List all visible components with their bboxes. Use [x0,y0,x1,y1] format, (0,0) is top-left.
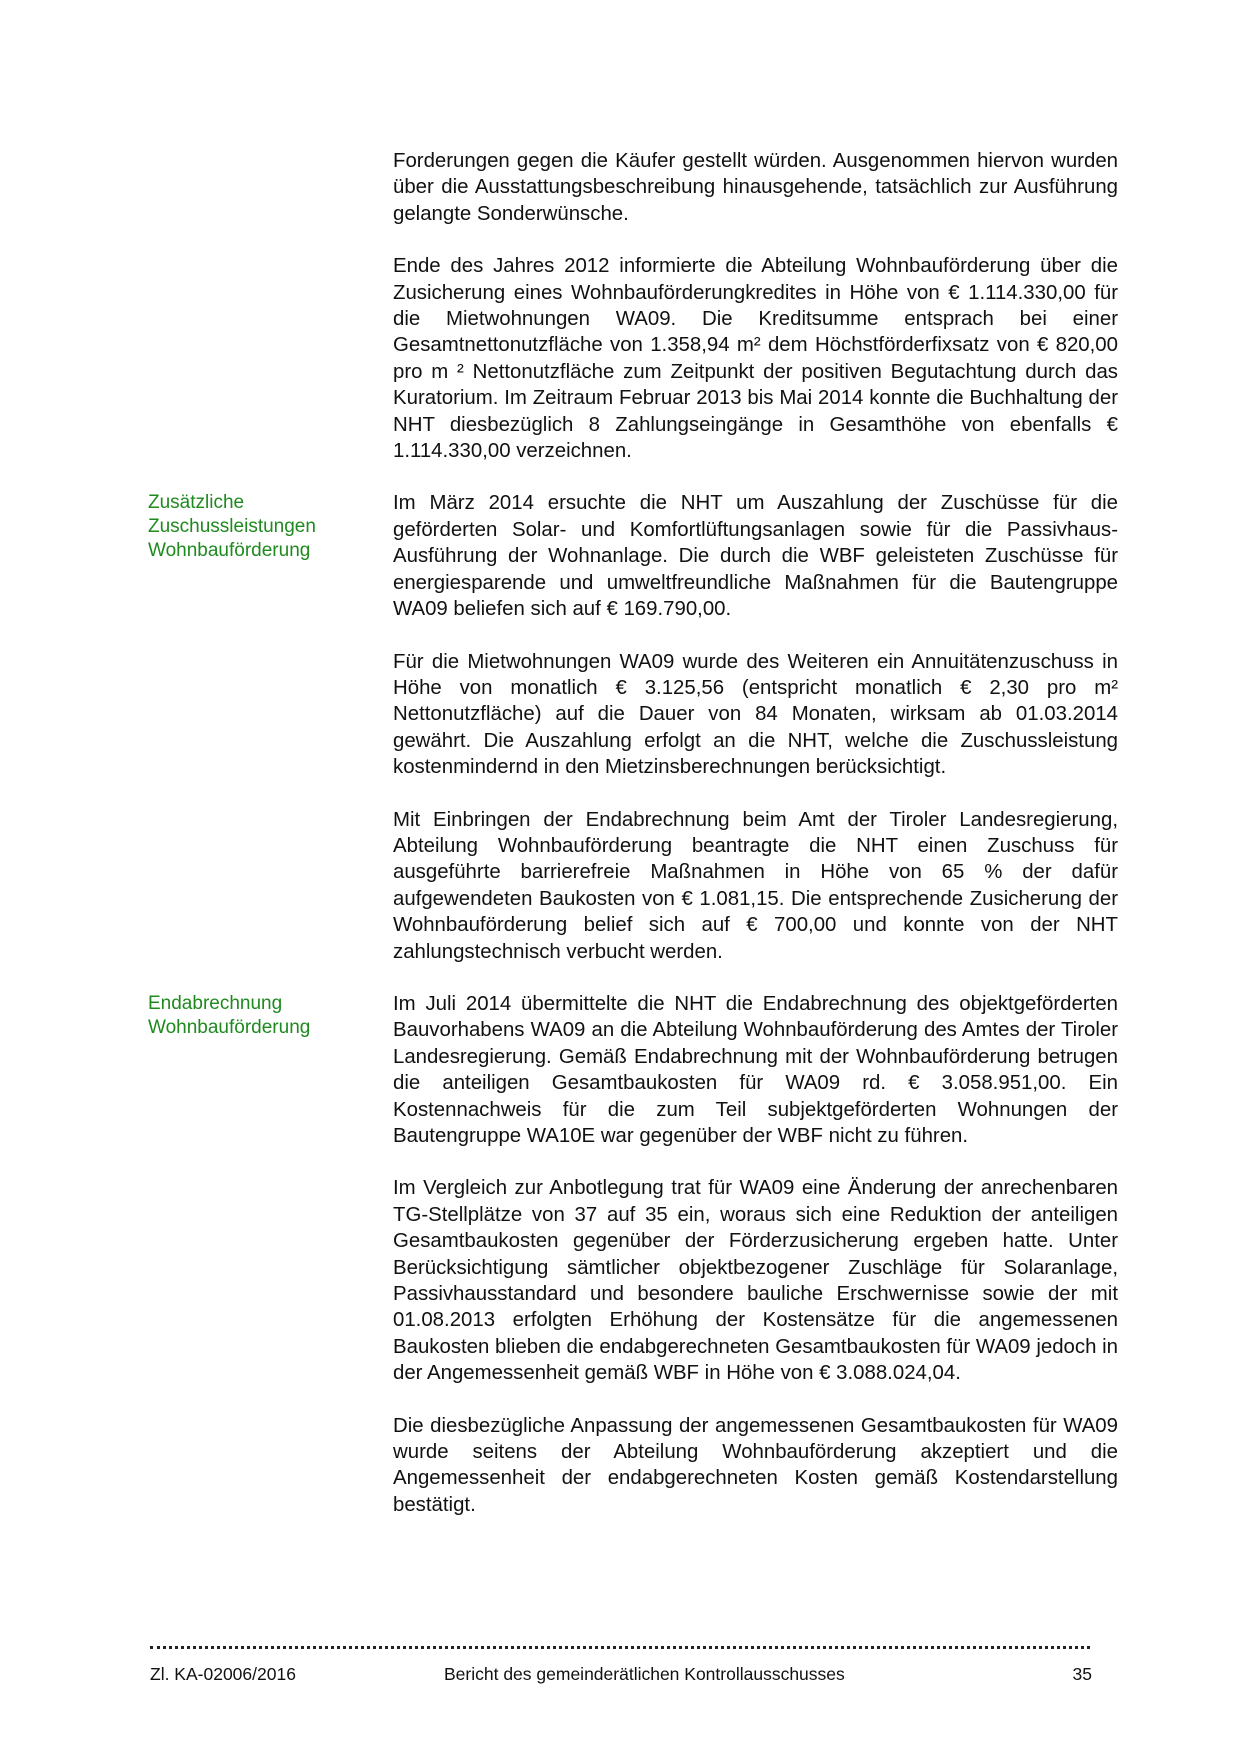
footer-dotted-divider [150,1646,1090,1649]
paragraph-block-1 [148,148,1118,227]
side-heading-line: Zuschussleistungen [148,516,316,538]
footer-reference: Zl. KA-02006/2016 [150,1664,296,1684]
side-heading-line: Wohnbauförderung [148,540,311,562]
body-paragraph: Im Vergleich zur Anbotlegung trat für WA09 eine Änderung der anrechenbaren TG-Stellplätze von 37 auf 35 ein, woraus sich eine Reduktion der anteiligen Gesamtbaukosten gegenüber der Förderzusicherung ergeben hatte. Unter Berücksichtigung sämtlicher objektbezogener Zuschläge für Solaranlage, Passivhausstandard und besondere bauliche Erschwernisse sowie der mit 01.08.2013 erfolgten Erhöhung der Kostensätze für die angemessenen Baukosten blieben die endabgerechneten Gesamtbaukosten für WA09 jedoch in der Angemessenheit gemäß WBF in Höhe von € 3.088.024,04. [393,1177,1118,1385]
side-heading [148,649,393,650]
body-paragraph: Ende des Jahres 2012 informierte die Abteilung Wohnbauförderung über die Zusicherung eines Wohnbauförderungkredites in Höhe von € 1.114.330,00 für die Mietwohnungen WA09. Die Kreditsumme entsprach bei einer Gesamtnettonutzfläche von 1.358,94 m² dem Höchstförderfixsatz von € 820,00 pro m ² Nettonutzfläche zum Zeitpunkt der positiven Begutachtung durch das Kuratorium. Im Zeitraum Februar 2013 bis Mai 2014 konnte die Buchhaltung der NHT diesbezüglich 8 Zahlungseingänge in Gesamthöhe von ebenfalls € 1.114.330,00 verzeichnen. [393,255,1118,463]
paragraph-block-5 [148,807,1118,965]
body-paragraph: Forderungen gegen die Käufer gestellt würden. Ausgenommen hiervon wurden über die Ausstattungsbeschreibung hinausgehende, tatsächlich zur Ausführung gelangte Sonderwünsche. [393,150,1118,225]
body-paragraph: Für die Mietwohnungen WA09 wurde des Weiteren ein Annuitätenzuschuss in Höhe von monatlich € 3.125,56 (entspricht monatlich € 2,30 pro m² Nettonutzfläche) auf die Dauer von 84 Monaten, wirksam ab 01.03.2014 gewährt. Die Auszahlung erfolgt an die NHT, welche die Zuschussleistung kostenmindernd in den Mietzinsberechnungen berücksichtigt. [393,650,1118,779]
side-heading-line: Wohnbauförderung [148,1016,311,1038]
side-heading [148,807,393,808]
side-heading-line: Zusätzliche [148,492,245,514]
side-heading [148,1413,393,1414]
paragraph-block-6 [148,991,1118,1149]
side-heading-endabrechnung [148,991,393,1040]
body-paragraph: Im Juli 2014 übermittelte die NHT die Endabrechnung des objektgeförderten Bauvorhabens WA09 an die Abteilung Wohnbauförderung des Amtes der Tiroler Landesregierung. Gemäß Endabrechnung mit der Wohnbauförderung betrugen die anteiligen Gesamtbaukosten für WA09 rd. € 3.058.951,00. Ein Kostennachweis für die zum Teil subjektgeförderten Wohnungen der Bautengruppe WA10E war gegenüber der WBF nicht zu führen. [393,992,1118,1147]
side-heading [148,1175,393,1176]
paragraph-block-7 [148,1175,1118,1386]
body-paragraph: Mit Einbringen der Endabrechnung beim Amt der Tiroler Landesregierung, Abteilung Wohnbauförderung beantragte die NHT einen Zuschuss für ausgeführte barrierefreie Maßnahmen in Höhe von 65 % der dafür aufgewendeten Baukosten von € 1.081,15. Die entsprechende Zusicherung der Wohnbauförderung belief sich auf € 700,00 und konnte von der NHT zahlungstechnisch verbucht werden. [393,808,1118,963]
paragraph-block-2 [148,253,1118,464]
page-footer [150,1662,1092,1686]
side-heading-zuschussleistungen [148,490,393,563]
paragraph-block-8 [148,1413,1118,1519]
footer-title: Bericht des gemeinderätlichen Kontrollausschusses [444,1664,845,1684]
page-number: 35 [1072,1664,1092,1684]
body-paragraph: Im März 2014 ersuchte die NHT um Auszahlung der Zuschüsse für die geförderten Solar- und Komfortlüftungsanlagen sowie für die Passivhaus-Ausführung der Wohnanlage. Die durch die WBF geleisteten Zuschüsse für energiesparende und umweltfreundliche Maßnahmen für die Bautengruppe WA09 beliefen sich auf € 169.790,00. [393,492,1118,621]
side-heading [148,148,393,149]
side-heading [148,253,393,254]
body-paragraph: Die diesbezügliche Anpassung der angemessenen Gesamtbaukosten für WA09 wurde seitens der Abteilung Wohnbauförderung akzeptiert und die Angemessenheit der endabgerechneten Kosten gemäß Kostendarstellung bestätigt. [393,1414,1118,1516]
page-content [148,148,1118,1544]
paragraph-block-3 [148,490,1118,622]
side-heading-line: Endabrechnung [148,992,283,1014]
paragraph-block-4 [148,649,1118,781]
